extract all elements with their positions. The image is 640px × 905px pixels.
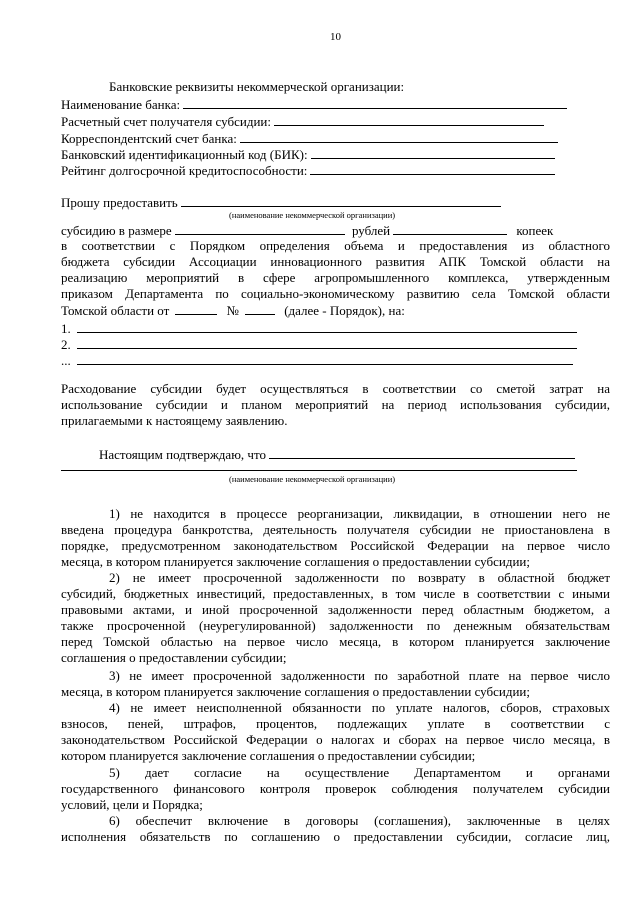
text-line: месяца, в котором планируется заключение соглашения о предоставлении субсидии; (61, 684, 530, 699)
field-label: Наименование банка: (61, 97, 181, 112)
org-name-caption: (наименование некоммерческой организации) (229, 474, 396, 484)
spending-paragraph (61, 381, 610, 429)
fill-line (175, 302, 217, 315)
text-line: котором планируется заключение соглашения о предоставлении субсидии; (61, 748, 476, 763)
number-sign: № (226, 303, 239, 318)
text-line: правовыми актами, и иной просроченной задолженности перед областным бюджетом, а (61, 602, 610, 617)
text-line: месяца, в котором планируется заключение соглашения о предоставлении субсидии; (61, 554, 530, 569)
fill-line (311, 146, 555, 159)
item-number: 1. (61, 321, 71, 336)
fill-line (240, 130, 558, 143)
fill-line (245, 302, 275, 315)
condition-4 (61, 700, 610, 764)
field-label: Расчетный счет получателя субсидии: (61, 114, 271, 129)
kopeks-label: копеек (516, 223, 554, 238)
request-label: Прошу предоставить (61, 195, 178, 210)
fill-line (310, 162, 555, 175)
rating-field (61, 162, 610, 178)
condition-2 (61, 570, 610, 666)
order-paragraph (61, 238, 610, 302)
confirm-label: Настоящим подтверждаю, что (99, 447, 266, 462)
text-line: условий, цели и Порядка; (61, 797, 203, 812)
fill-line (181, 194, 501, 207)
text-line: Расходование субсидии будет осуществляться в соответствии со сметой затрат на (61, 381, 610, 396)
condition-5 (61, 765, 610, 813)
order-date-line (61, 302, 610, 318)
text-line: 2) не имеет просроченной задолженности по возврату в областной бюджет (109, 570, 610, 585)
org-name-caption: (наименование некоммерческой организации) (229, 210, 396, 220)
document-page (61, 0, 610, 905)
fill-line (61, 458, 577, 471)
text-line: прилагаемыми к настоящему заявлению. (61, 413, 288, 428)
fill-line (175, 222, 345, 235)
fill-line (77, 336, 577, 349)
text-line: 6) обеспечит включение в договоры (соглашения), заключенные в целях (109, 813, 610, 828)
fill-line (77, 320, 577, 333)
text-line: государственного финансового контроля проверок соблюдения получателем субсидии (61, 781, 610, 796)
text-line: соглашения о предоставлении субсидии; (61, 650, 287, 665)
text-line: порядке, предусмотренном законодательством Российской Федерации на первое число (61, 538, 610, 553)
text-line: бюджета субсидии Ассоциации инновационного развития АПК Томской области на (61, 254, 610, 269)
field-label: Корреспондентский счет банка: (61, 131, 237, 146)
field-label: Банковский идентификационный код (БИК): (61, 147, 308, 162)
text-line: также просроченной (неурегулированной) задолженности по денежным обязательствам (61, 618, 610, 633)
subsidy-label: субсидию в размере (61, 223, 172, 238)
text-line: исполнения обязательств по соглашению о предоставлении субсидии, согласие лиц, (61, 829, 610, 844)
item-number: ... (61, 353, 71, 368)
settlement-account-field (61, 113, 610, 129)
request-line (61, 194, 610, 210)
fill-line (393, 222, 507, 235)
correspondent-account-field (61, 130, 610, 146)
text-line: реализацию мероприятий в сфере агропромышленного комплекса, утвержденным (61, 270, 610, 285)
purpose-item-more (61, 352, 610, 368)
fill-line (274, 113, 544, 126)
order-ref: (далее - Порядок), на: (284, 303, 405, 318)
text-line: в соответствии с Порядком определения объема и предоставления из областного (61, 238, 610, 253)
text-line: приказом Департамента по социально-экономическому развитию села Томской области (61, 286, 610, 301)
text-line: 5) дает согласие на осуществление Департаментом и органами (109, 765, 610, 780)
bank-heading: Банковские реквизиты некоммерческой организации: (109, 79, 405, 94)
field-label: Рейтинг долгосрочной кредитоспособности: (61, 163, 308, 178)
page-number: 10 (330, 31, 341, 43)
purpose-item-2 (61, 336, 610, 352)
fill-line (77, 352, 573, 365)
text-line: 4) не имеет неисполненной обязанности по уплате налогов, сборов, страховых (109, 700, 610, 715)
item-number: 2. (61, 337, 71, 352)
text-line: 3) не имеет просроченной задолженности по заработной плате на первое число (109, 668, 610, 683)
rubles-label: рублей (351, 223, 391, 238)
condition-3 (61, 668, 610, 700)
text-line: взносов, пеней, штрафов, процентов, подлежащих уплате в соответствии с (61, 716, 610, 731)
fill-line (183, 96, 567, 109)
text-line: перед Томской областью на первое число месяца, в котором планируется заключение (61, 634, 610, 649)
text-line: 1) не находится в процессе реорганизации, ликвидации, в отношении него не (109, 506, 610, 521)
text-line: использование субсидии и планом мероприятий на период использования субсидии, (61, 397, 610, 412)
text-line: субсидий, бюджетных инвестиций, предоставленных, в том числе в соответствии с иными (61, 586, 610, 601)
subsidy-amount-line (61, 222, 610, 238)
purpose-item-1 (61, 320, 610, 336)
text-line: введена процедура банкротства, деятельность получателя субсидии не приостановлена в (61, 522, 610, 537)
condition-1 (61, 506, 610, 570)
condition-6 (61, 813, 610, 845)
date-label: Томской области от (61, 303, 170, 318)
bank-name-field (61, 96, 610, 112)
bik-field (61, 146, 610, 162)
text-line: законодательством Российской Федерации о налогах и сборах на первое число месяца, в (61, 732, 610, 747)
